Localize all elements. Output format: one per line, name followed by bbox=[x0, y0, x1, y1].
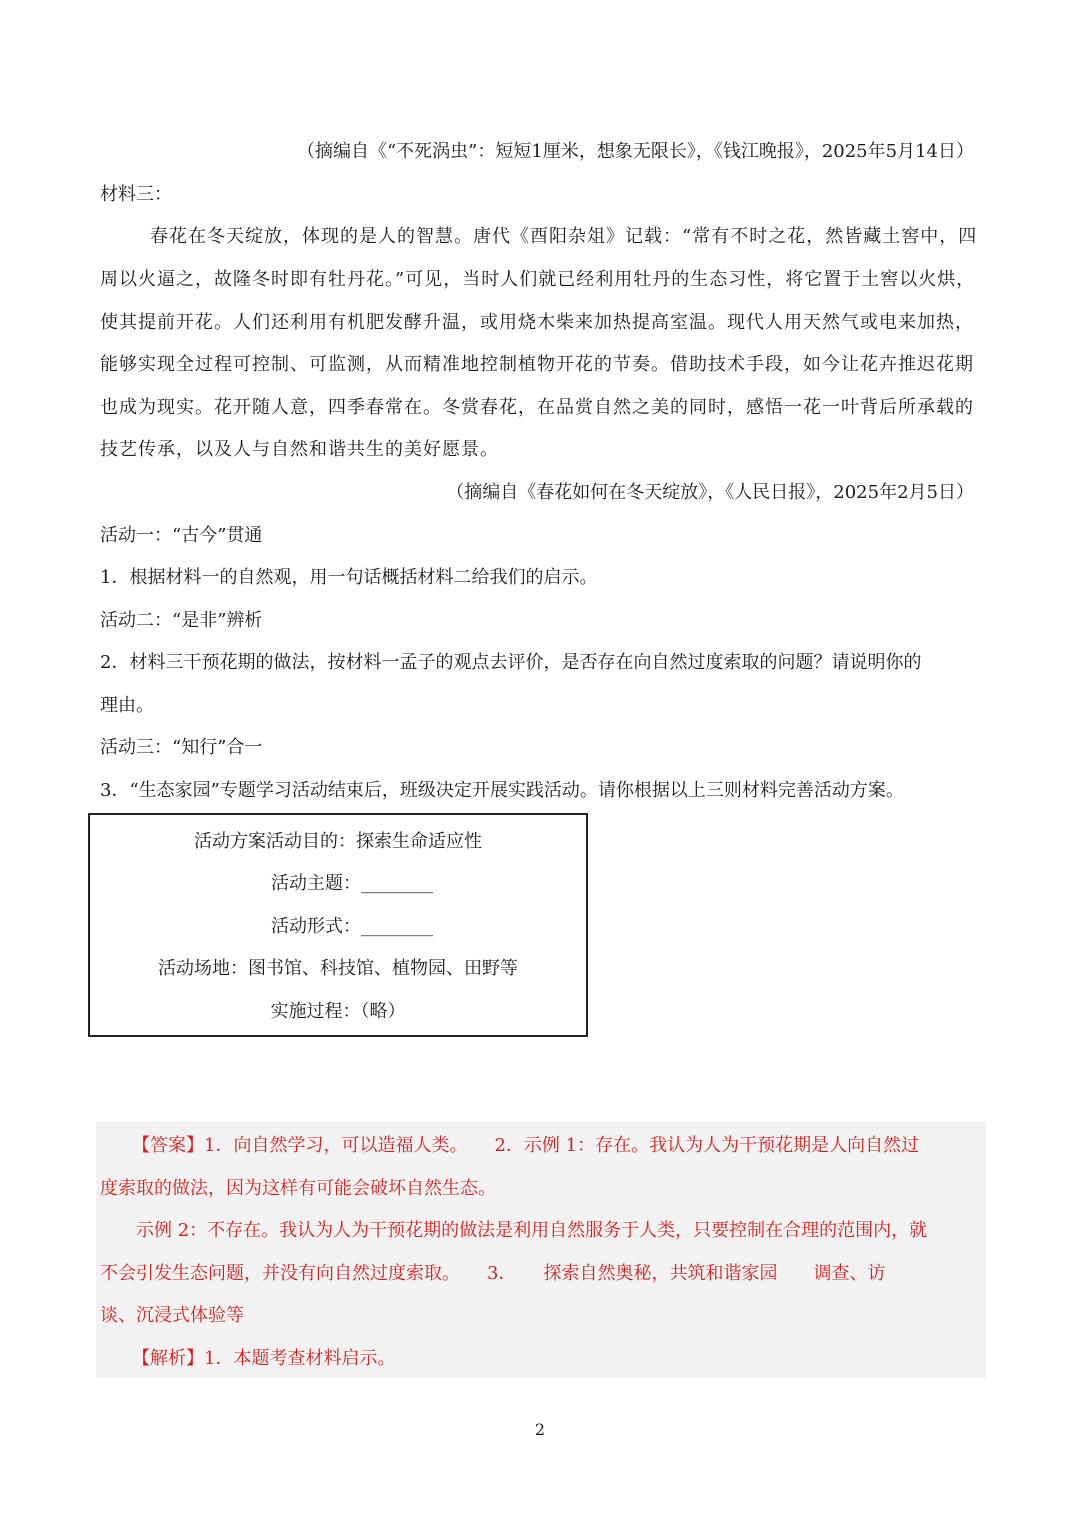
material-3-source: （摘编自《春花如何在冬天绽放》，《人民日报》，2025年2月5日） bbox=[446, 482, 974, 503]
answer-section bbox=[96, 1122, 986, 1378]
material-3-paragraph-line: 周以火逼之，故隆冬时即有牡丹花。”可见，当时人们就已经利用牡丹的生态习性，将它置于土窖以火烘， bbox=[100, 269, 976, 290]
material-3-paragraph-line: 技艺传承，以及人与自然和谐共生的美好愿景。 bbox=[100, 439, 499, 460]
material-2-source: （摘编自《“不死涡虫”：短短1厘米，想象无限长》，《钱江晚报》，2025年5月14日） bbox=[296, 141, 974, 162]
question-2-continued: 理由。 bbox=[100, 695, 154, 716]
plan-goal: 活动方案活动目的：探索生命适应性 bbox=[194, 831, 482, 852]
activity-2-title: 活动二：“是非”辨析 bbox=[100, 610, 263, 631]
plan-process: 实施过程：（略） bbox=[270, 1001, 406, 1022]
question-1: 1．根据材料一的自然观，用一句话概括材料二给我们的启示。 bbox=[100, 567, 598, 588]
question-3: 3．“生态家园”专题学习活动结束后，班级决定开展实践活动。请你根据以上三则材料完善活动方案。 bbox=[100, 780, 904, 801]
activity-3-title: 活动三：“知行”合一 bbox=[100, 737, 263, 758]
plan-theme: 活动主题：________ bbox=[271, 873, 433, 894]
material-3-paragraph-line: 春花在冬天绽放，体现的是人的智慧。唐代《酉阳杂俎》记载：“常有不时之花，然皆藏土窖中，四 bbox=[150, 226, 978, 247]
answer-line: 【答案】1．向自然学习，可以造福人类。 2．示例 1：存在。我认为人为干预花期是人向自然过 bbox=[132, 1135, 920, 1156]
answer-line: 不会引发生态问题，并没有向自然过度索取。 3． 探索自然奥秘，共筑和谐家园 调查、访 bbox=[100, 1263, 886, 1284]
analysis-line: 【解析】1．本题考查材料启示。 bbox=[132, 1348, 396, 1369]
activity-plan-box bbox=[88, 813, 588, 1037]
page-number: 2 bbox=[534, 1420, 546, 1439]
material-3-title: 材料三： bbox=[100, 184, 172, 205]
material-3-paragraph-line: 能够实现全过程可控制、可监测，从而精准地控制植物开花的节奏。借助技术手段，如今让花卉推迟花期 bbox=[100, 354, 974, 375]
material-3-paragraph-line: 使其提前开花。人们还利用有机肥发酵升温，或用烧木柴来加热提高室温。现代人用天然气或电来加热， bbox=[100, 312, 974, 333]
answer-line: 度索取的做法，因为这样有可能会破坏自然生态。 bbox=[100, 1178, 496, 1199]
material-3-paragraph-line: 也成为现实。花开随人意，四季春常在。冬赏春花，在品赏自然之美的同时，感悟一花一叶背后所承载的 bbox=[100, 397, 974, 418]
answer-line: 示例 2：不存在。我认为人为干预花期的做法是利用自然服务于人类，只要控制在合理的范围内，就 bbox=[136, 1220, 928, 1241]
activity-1-title: 活动一：“古今”贯通 bbox=[100, 525, 263, 546]
answer-line: 谈、沉浸式体验等 bbox=[100, 1305, 244, 1326]
plan-venue: 活动场地：图书馆、科技馆、植物园、田野等 bbox=[158, 958, 518, 979]
plan-form: 活动形式：________ bbox=[271, 916, 433, 937]
question-2: 2．材料三干预花期的做法，按材料一孟子的观点去评价，是否存在向自然过度索取的问题？请说明你的 bbox=[100, 652, 922, 673]
